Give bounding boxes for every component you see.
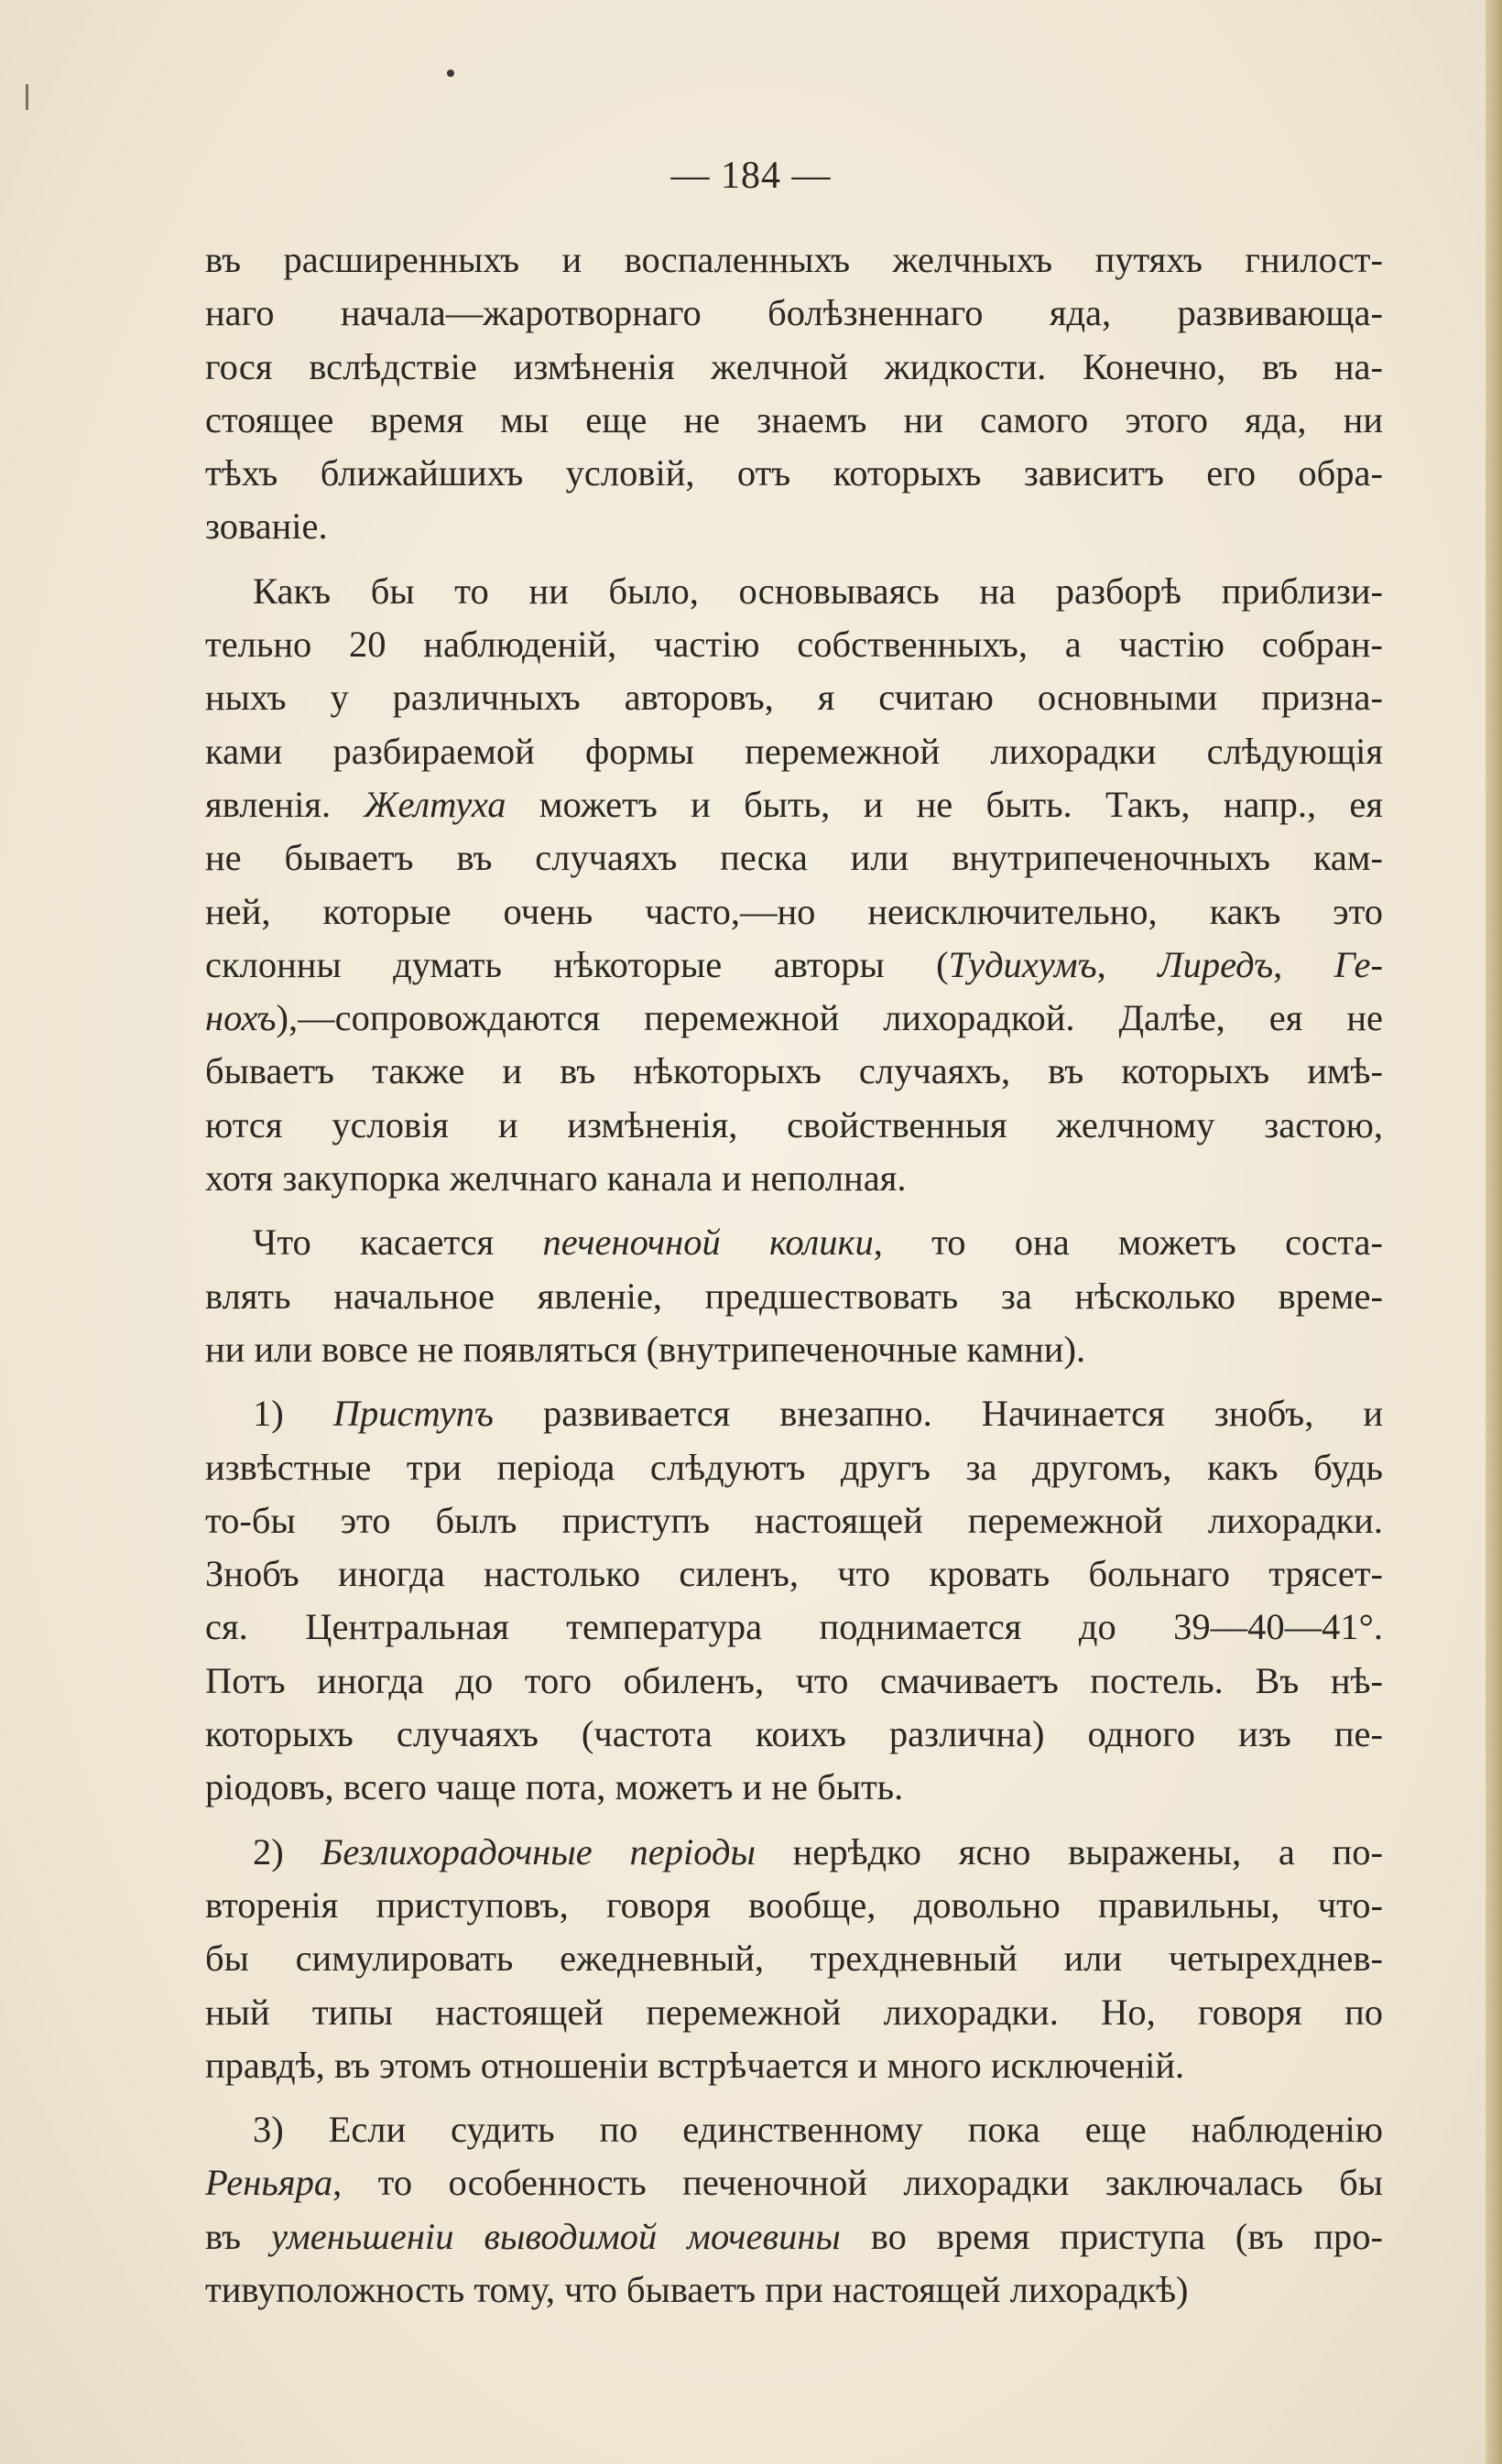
italic-term: Ге- [1333,943,1383,985]
text-run: зованіе. [205,505,328,548]
text-line [205,2039,1383,2092]
text-run: , то особенность печеночной лихорадки заключалась бы [332,2162,1383,2204]
text-run: , то она можетъ соста- [873,1221,1383,1264]
text-run: не бываетъ въ случаяхъ песка или внутрипеченочныхъ кам- [205,837,1383,879]
text-run: Потъ иногда до того обиленъ, что смачиваетъ постель. Въ нѣ- [205,1659,1383,1701]
text-run: вторенія приступовъ, говоря вообще, довольно правильны, что- [205,1883,1383,1926]
paragraph-gap [205,554,1383,565]
italic-term: Реньяра [205,2162,333,2204]
text-line [205,1045,1383,1098]
text-run: тѣхъ ближайшихъ условій, отъ которыхъ зависитъ его обра- [205,452,1383,494]
text-run: ются условія и измѣненія, свойственныя желчному застою, [205,1103,1383,1145]
paragraph-gap [205,1205,1383,1216]
italic-term: печеночной колики [542,1221,874,1264]
text-run: бы симулировать ежедневный, трехдневный или четырехднев- [205,1938,1383,1980]
text-run: нерѣдко ясно выражены, а по- [755,1830,1383,1872]
text-line [205,939,1383,992]
text-run: гося вслѣдствіе измѣненія желчной жидкости. Конечно, въ на- [205,345,1383,387]
text-line [205,885,1383,939]
paragraph-gap [205,2092,1383,2103]
text-run: 2) [253,1830,321,1872]
italic-term: Безлихорадочные періоды [321,1830,756,1872]
text-run: ками разбираемой формы перемежной лихорадки слѣдующія [205,730,1383,772]
text-run: тивуположность тому, что бываетъ при настоящей лихорадкѣ) [205,2268,1189,2310]
text-run: стоящее время мы еще не знаемъ ни самого этого яда, ни [205,398,1383,440]
text-line [205,1099,1383,1152]
text-run: , [1096,943,1159,985]
text-line [205,394,1383,447]
text-run: ни или вовсе не появляться (внутрипеченочные камни). [205,1328,1086,1370]
text-line [205,447,1383,500]
text-line [205,1761,1383,1814]
text-run: Что касается [253,1221,543,1264]
paragraph-gap [205,1815,1383,1826]
text-run: , [1273,943,1334,985]
text-run: 1) [253,1393,333,1435]
text-line [205,1655,1383,1708]
text-run: то-бы это былъ приступъ настоящей перемежной лихорадки. [205,1499,1383,1541]
text-run: можетъ и быть, и не быть. Такъ, напр., ея [506,783,1383,825]
page-number: — 184 — [670,155,832,197]
body-text [205,233,1383,2317]
ink-speck [447,70,454,77]
text-run: ),—сопровождаются перемежной лихорадкой. Далѣе, ея не [276,997,1383,1039]
text-run: ныхъ у различныхъ авторовъ, я считаю основными призна- [205,677,1383,719]
text-run: 3) Если судить по единственному пока еще наблюденію [253,2109,1383,2151]
text-line [205,618,1383,671]
paragraph-gap [205,1376,1383,1387]
text-run: наго начала—жаротворнаго болѣзненнаго яда, развивающа- [205,292,1383,334]
text-run: ся. Центральная температура поднимается до 39—40—41°. [205,1606,1383,1648]
text-run: ней, которые очень часто,—но неисключительно, какъ это [205,890,1383,932]
text-run: бываетъ также и въ нѣкоторыхъ случаяхъ, въ которыхъ имѣ- [205,1050,1383,1092]
text-line [205,2210,1383,2263]
text-run: развивается внезапно. Начинается знобъ, и [493,1393,1383,1435]
text-run: склонны думать нѣкоторые авторы ( [205,943,949,985]
text-line [205,500,1383,553]
text-line [205,831,1383,885]
text-run: въ расширенныхъ и воспаленныхъ желчныхъ путяхъ гнилост- [205,239,1383,280]
italic-term: нохъ [205,997,277,1039]
text-line [205,1986,1383,2039]
text-line [205,1601,1383,1654]
text-line [205,1879,1383,1932]
text-line [205,1932,1383,1985]
text-line [205,1547,1383,1601]
italic-term: Приступъ [332,1393,494,1435]
text-line [205,1494,1383,1547]
text-line [205,992,1383,1045]
paragraph [205,1826,1383,2092]
italic-term: Тудихумъ [948,943,1097,985]
italic-term: уменьшеніи выводимой мочевины [270,2215,841,2257]
text-line [205,1708,1383,1761]
text-line [205,1323,1383,1376]
text-line [205,1152,1383,1205]
text-run: Какъ бы то ни было, основываясь на разборѣ приблизи- [253,570,1383,612]
text-line [205,1387,1383,1440]
page-edge [1486,0,1502,2464]
text-line [205,1826,1383,1879]
text-line [205,671,1383,724]
text-run: правдѣ, въ этомъ отношеніи встрѣчается и много исключеній. [205,2044,1185,2086]
text-run: Знобъ иногда настолько силенъ, что кровать больнаго трясет- [205,1553,1383,1595]
text-run: явленія. [205,783,365,825]
text-run: хотя закупорка желчнаго канала и неполная. [205,1157,907,1199]
text-line [205,233,1383,287]
text-line [205,2156,1383,2209]
text-run: ріодовъ, всего чаще пота, можетъ и не быть. [205,1766,904,1808]
paragraph [205,565,1383,1206]
paragraph [205,1216,1383,1376]
paragraph [205,233,1383,554]
text-line [205,2103,1383,2156]
text-line [205,2263,1383,2317]
text-line [205,1216,1383,1269]
text-line [205,778,1383,831]
text-run: которыхъ случаяхъ (частота коихъ различна) одного изъ пе- [205,1713,1383,1755]
text-line [205,1441,1383,1494]
text-line [205,287,1383,340]
text-line [205,341,1383,394]
italic-term: Лиредъ [1158,943,1274,985]
text-run: ный типы настоящей перемежной лихорадки. Но, говоря по [205,1991,1383,2033]
text-run: извѣстные три періода слѣдуютъ другъ за другомъ, какъ будь [205,1446,1383,1488]
margin-mark [26,84,28,110]
paragraph [205,2103,1383,2317]
text-line [205,725,1383,778]
text-run: влять начальное явленіе, предшествовать за нѣсколько време- [205,1275,1383,1317]
text-line [205,1270,1383,1323]
text-run: во время приступа (въ про- [840,2215,1383,2257]
italic-term: Желтуха [364,783,506,825]
text-line [205,565,1383,618]
paragraph [205,1387,1383,1814]
text-run: тельно 20 наблюденій, частію собственныхъ, а частію собран- [205,624,1383,666]
text-run: въ [205,2215,271,2257]
